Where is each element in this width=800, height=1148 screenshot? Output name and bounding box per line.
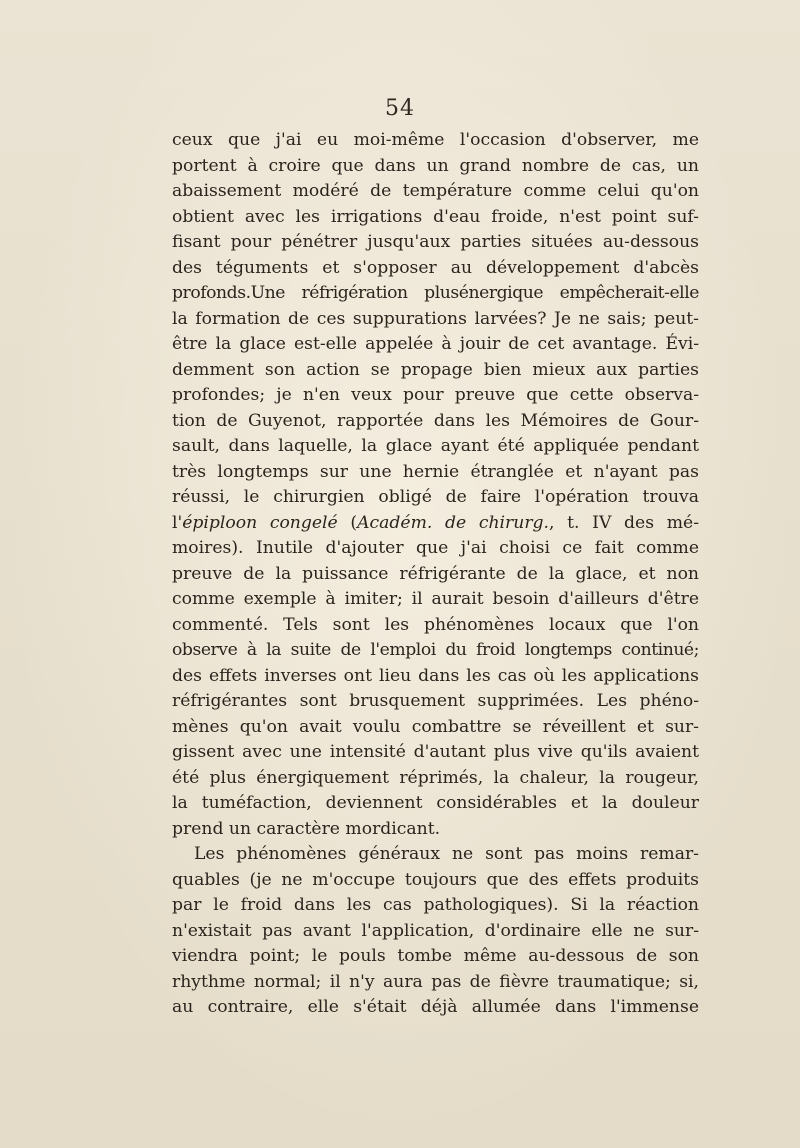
text-line: des effets inverses ont lieu dans les cas où les applications	[172, 665, 699, 686]
text-fragment: (	[337, 512, 358, 533]
text-line: viendra point; le pouls tombe même au-dessous de son	[172, 946, 699, 966]
text-fragment: , t. IV des mé-	[549, 512, 699, 533]
text-line: la tuméfaction, deviennent considérables et la douleur	[172, 793, 699, 813]
text-line: été plus énergiquement réprimés, la chaleur, la rougeur,	[172, 767, 699, 788]
text-fragment: l'	[172, 512, 183, 533]
text-line: observe à la suite de l'emploi du froid longtemps continué;	[172, 640, 699, 660]
text-line: gissent avec une intensité d'autant plus vive qu'ils avaient	[172, 742, 699, 762]
text-line: réfrigérantes sont brusquement supprimées. Les phéno-	[172, 691, 699, 711]
text-line: mènes qu'on avait voulu combattre se réveillent et sur-	[172, 716, 699, 737]
text-line: n'existait pas avant l'application, d'ordinaire elle ne sur-	[172, 920, 699, 941]
text-line: être la glace est-elle appelée à jouir de cet avantage. Évi-	[172, 334, 699, 354]
italic-citation: Académ. de chirurg.	[357, 512, 550, 533]
text-line: tion de Guyenot, rapportée dans les Mémoires de Gour-	[172, 410, 699, 431]
text-line: profonds.Une réfrigération plusénergique empêcherait-elle	[172, 283, 699, 303]
text-line: ceux que j'ai eu moi-même l'occasion d'observer, me	[172, 130, 699, 150]
text-line: portent à croire que dans un grand nombre de cas, un	[172, 155, 699, 176]
text-line: très longtemps sur une hernie étranglée et n'ayant pas	[172, 461, 699, 482]
text-line: prend un caractère mordicant.	[172, 818, 441, 839]
text-line: moires). Inutile d'ajouter que j'ai choisi ce fait comme	[172, 538, 699, 558]
text-line: réussi, le chirurgien obligé de faire l'opération trouva	[172, 487, 699, 507]
text-line: la formation de ces suppurations larvées? Je ne sais; peut-	[172, 308, 699, 329]
text-line: demment son action se propage bien mieux aux parties	[172, 359, 699, 380]
text-line: Les phénomènes généraux ne sont pas moins remar-	[194, 844, 699, 864]
italic-term: épiploon congelé	[182, 512, 338, 533]
text-line: preuve de la puissance réfrigérante de la glace, et non	[172, 563, 699, 584]
text-line: comme exemple à imiter; il aurait besoin d'ailleurs d'être	[172, 589, 699, 609]
text-line: commenté. Tels sont les phénomènes locaux que l'on	[172, 614, 699, 635]
body-text	[172, 128, 699, 1021]
text-line: rhythme normal; il n'y aura pas de fièvre traumatique; si,	[172, 971, 699, 992]
page-number: 54	[385, 96, 415, 121]
text-line: fisant pour pénétrer jusqu'aux parties situées au-dessous	[172, 232, 699, 252]
text-line: au contraire, elle s'était déjà allumée dans l'immense	[172, 997, 699, 1017]
text-line-with-italics	[172, 511, 699, 537]
text-line: sault, dans laquelle, la glace ayant été appliquée pendant	[172, 436, 699, 456]
text-line: obtient avec les irrigations d'eau froide, n'est point suf-	[172, 206, 699, 227]
text-line: abaissement modéré de température comme celui qu'on	[172, 181, 699, 201]
text-line: des téguments et s'opposer au développement d'abcès	[172, 257, 699, 278]
text-line: par le froid dans les cas pathologiques). Si la réaction	[172, 895, 699, 915]
text-line: profondes; je n'en veux pour preuve que cette observa-	[172, 385, 699, 405]
text-line: quables (je ne m'occupe toujours que des effets produits	[172, 869, 699, 890]
